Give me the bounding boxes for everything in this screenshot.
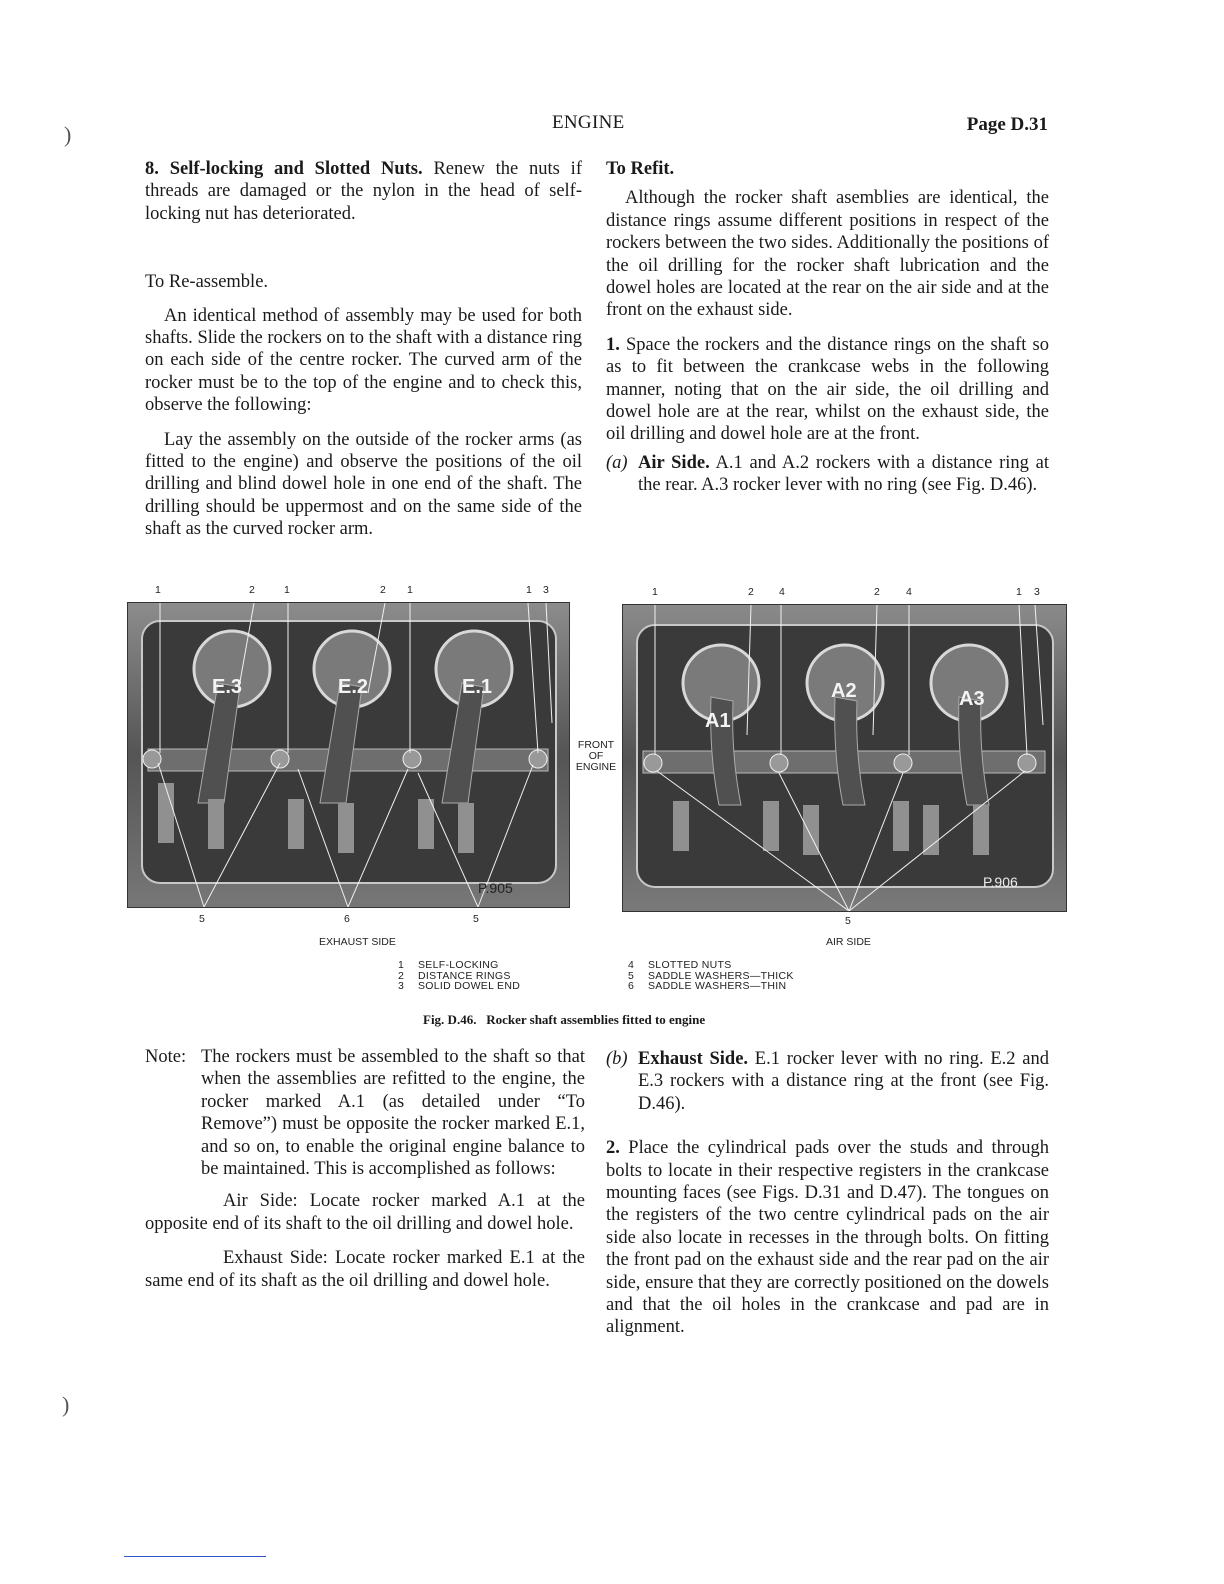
refit-step-2: [606, 1137, 1049, 1339]
refit-heading: To Refit.: [606, 159, 675, 179]
exhaust-side-photo: [127, 602, 570, 908]
step-b-body: [638, 1048, 1049, 1115]
front-label-line: ENGINE: [575, 761, 617, 773]
note-text: The rockers must be assembled to the shaft so that when the assemblies are refitted to the engine, the rocker marked A.1 (as detailed under “To Remove”) must be opposite the rocker marked E.1, and so on, to enable the original engine balance to be maintained. This is accomplished as follows:: [201, 1047, 585, 1180]
legend-text: SADDLE WASHERS—THICK: [648, 969, 794, 982]
note-exhaust-text: Locate rocker marked E.1 at the same end of its shaft as the oil drilling and dowel hole.: [145, 1248, 586, 1291]
rocker-label-a2: A2: [831, 680, 857, 702]
reassemble-para-2: Lay the assembly on the outside of the rocker arms (as fitted to the engine) and observe the positions of the oil drilling and blind dowel hole in one end of the shaft. The drilling should be uppermost and on the same side of the shaft as the curved rocker arm.: [145, 429, 582, 540]
callout-number: 4: [906, 586, 912, 598]
legend-num: 4: [628, 959, 635, 971]
reassemble-heading: To Re-assemble.: [145, 272, 269, 293]
step-b-text: E.1 rocker lever with no ring. E.2 and E.3 rockers with a distance ring at the front (see Fig. D.46).: [638, 1049, 1049, 1114]
legend-row: [628, 981, 794, 992]
right-column-bottom: [606, 1048, 1049, 1339]
callout-number: 5: [845, 915, 851, 927]
exhaust-side-label: EXHAUST SIDE: [319, 936, 396, 948]
scan-rule: [124, 1556, 266, 1557]
legend-num: 1: [398, 959, 405, 971]
item-8: [145, 158, 582, 225]
legend-text: SOLID DOWEL END: [418, 980, 521, 992]
figure-legend-left: [398, 960, 520, 992]
figure-legend-right: [628, 960, 794, 992]
front-of-engine-label: [571, 740, 621, 773]
note-exhaust-title: Exhaust Side:: [223, 1248, 328, 1269]
callout-number: 1: [407, 584, 413, 596]
step-2-number: 2.: [606, 1138, 620, 1159]
air-side-photo: [622, 604, 1067, 912]
legend-num: 3: [398, 980, 405, 992]
section-title: ENGINE: [552, 112, 625, 133]
callout-number: 3: [543, 584, 549, 596]
photo-reference: P.906: [983, 874, 1018, 890]
photo-reference: P.905: [478, 880, 513, 896]
figure-number: Fig. D.46.: [423, 1012, 477, 1027]
legend-text: SADDLE WASHERS—THIN: [648, 980, 787, 992]
callout-number: 5: [199, 913, 205, 925]
note-air-side: [145, 1190, 585, 1235]
callout-number: 2: [249, 584, 255, 596]
legend-num: 6: [628, 980, 635, 992]
refit-step-b: [606, 1048, 1049, 1115]
refit-step-a: [606, 452, 1049, 497]
rocker-label-e2: E.2: [338, 676, 369, 698]
note-block: [145, 1046, 585, 1180]
refit-para-1: Although the rocker shaft asemblies are identical, the distance rings assume different positions in respect of the rockers between the two sides. Additionally the positions of the oil drilling for the rocker shaft lubrication and the dowel holes are located at the rear on the air side and at the front on the exhaust side.: [606, 188, 1049, 321]
callout-number: 1: [155, 584, 161, 596]
right-column-top: [606, 158, 1049, 497]
callout-number: 1: [652, 586, 658, 598]
rocker-label-a3: A3: [959, 688, 985, 710]
callout-number: 2: [380, 584, 386, 596]
step-2-text: Place the cylindrical pads over the studs and through bolts to locate in their respective registers in the crankcase mounting faces (see Figs. D.31 and D.47). The tongues on the registers of the two centre cylindrical pads on the air side also locate in recesses in the through bolts. On fitting the front pad on the exhaust side and the rear pad on the air side, ensure that they are correctly positioned on the dowels and that the oil holes in the crankcase and pad are in alignment.: [606, 1138, 1050, 1338]
step-a-text: A.1 and A.2 rockers with a distance ring at the rear. A.3 rocker lever with no ring (see Fig. D.46).: [638, 452, 1049, 496]
item-8-text: Renew the nuts if threads are damaged or the nylon in the head of self-locking nut has deteriorated.: [145, 159, 582, 224]
legend-text: SLOTTED NUTS: [648, 959, 732, 971]
rocker-label-e3: E.3: [212, 676, 243, 698]
callout-number: 5: [473, 913, 479, 925]
step-a-title: Air Side.: [638, 452, 710, 473]
rocker-label-e1: E.1: [462, 676, 493, 698]
callout-number: 1: [284, 584, 290, 596]
callout-number: 2: [748, 586, 754, 598]
step-1-number: 1.: [606, 334, 620, 355]
margin-bracket-mark: ): [64, 122, 72, 147]
callout-number: 1: [1016, 586, 1022, 598]
legend-num: 2: [398, 969, 405, 982]
step-a-body: [638, 452, 1049, 497]
reassemble-para-1: An identical method of assembly may be used for both shafts. Slide the rockers on to the shaft with a distance ring on each side of the centre rocker. The curved arm of the rocker must be to the top of the engine and to check this, observe the following:: [145, 305, 582, 416]
callout-number: 2: [874, 586, 880, 598]
legend-text: SELF-LOCKING: [418, 959, 499, 971]
callout-number: 6: [344, 913, 350, 925]
margin-bracket-mark: ): [62, 1392, 70, 1417]
legend-row: [398, 981, 520, 992]
step-b-title: Exhaust Side.: [638, 1049, 749, 1069]
legend-text: DISTANCE RINGS: [418, 969, 511, 982]
note-exhaust-side: [145, 1247, 585, 1292]
front-label-line: FRONT: [577, 739, 615, 751]
callout-number: 1: [526, 584, 532, 596]
note-air-title: Air Side:: [223, 1191, 298, 1212]
step-a-label: (a): [606, 452, 628, 473]
item-8-title: Self-locking and Slotted Nuts.: [169, 159, 423, 179]
figure-caption: [423, 1012, 705, 1028]
legend-num: 5: [628, 969, 635, 982]
callout-number: 4: [779, 586, 785, 598]
step-1-text: Space the rockers and the distance rings on the shaft so as to fit between the crankcase webs in the following manner, noting that on the air side, the oil drilling and dowel hole are at the rear, whilst on the exhaust side, the oil drilling and dowel hole are at the front.: [606, 334, 1050, 445]
note-air-text: Locate rocker marked A.1 at the opposite end of its shaft to the oil drilling and dowel hole.: [145, 1191, 585, 1234]
refit-step-1: [606, 334, 1049, 446]
front-label-line: OF: [588, 750, 604, 762]
left-column-top: [145, 158, 582, 541]
page-number: Page D.31: [966, 114, 1048, 135]
step-b-label: (b): [606, 1049, 628, 1069]
left-column-bottom: [145, 1046, 585, 1292]
note-label: Note:: [145, 1047, 187, 1067]
air-side-label: AIR SIDE: [826, 936, 871, 948]
callout-number: 3: [1034, 586, 1040, 598]
figure-caption-text: Rocker shaft assemblies fitted to engine: [486, 1012, 706, 1027]
rocker-label-a1: A1: [705, 710, 731, 732]
item-8-number: 8.: [145, 159, 159, 179]
